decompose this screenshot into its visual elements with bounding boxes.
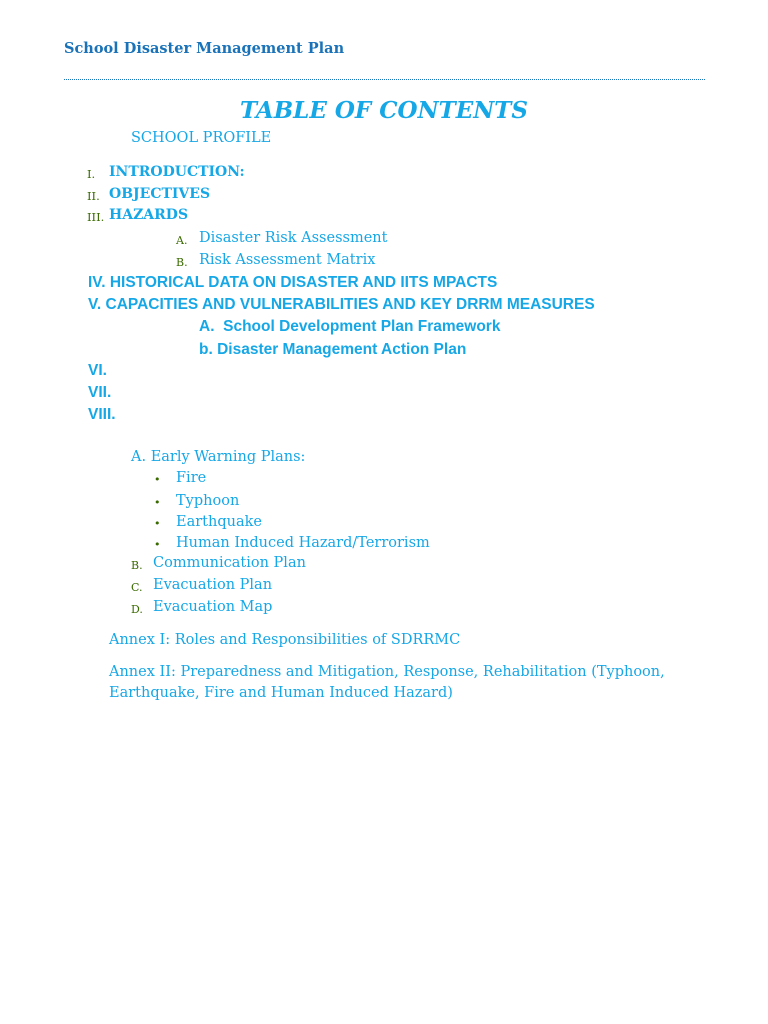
toc-num-i: I. [87, 167, 96, 181]
toc-item-evacuation-plan: Evacuation Plan [153, 577, 273, 593]
toc-num-vi: VI. [88, 362, 107, 379]
bullet-icon: • [154, 538, 161, 551]
toc-item-disaster-management-action-plan: b. Disaster Management Action Plan [199, 341, 467, 358]
document-header-title: School Disaster Management Plan [64, 40, 345, 57]
toc-letter-d: D. [131, 603, 143, 616]
toc-item-objectives: OBJECTIVES [109, 186, 211, 202]
toc-item-evacuation-map: Evacuation Map [153, 599, 273, 615]
toc-item-human-induced-hazard: Human Induced Hazard/Terrorism [176, 535, 430, 551]
toc-item-typhoon: Typhoon [176, 493, 240, 509]
header-divider [64, 79, 705, 80]
toc-item-disaster-risk-assessment: Disaster Risk Assessment [199, 230, 388, 246]
toc-annex-2-line-2: Earthquake, Fire and Human Induced Hazard) [109, 685, 453, 701]
toc-num-viii: VIII. [88, 406, 116, 423]
toc-item-capacities: V. CAPACITIES AND VULNERABILITIES AND KEY DRRM MEASURES [88, 296, 595, 313]
toc-letter-c: C. [131, 581, 143, 594]
toc-letter-b: B. [131, 559, 143, 572]
toc-letter-a: A. [176, 234, 188, 247]
toc-item-communication-plan: Communication Plan [153, 555, 306, 571]
toc-item-hazards: HAZARDS [109, 207, 189, 223]
toc-letter-b: B. [176, 256, 188, 269]
toc-item-school-development-plan: A. School Development Plan Framework [199, 318, 501, 335]
toc-annex-2-line-1: Annex II: Preparedness and Mitigation, Response, Rehabilitation (Typhoon, [109, 664, 665, 680]
bullet-icon: • [154, 496, 161, 509]
bullet-icon: • [154, 517, 161, 530]
toc-num-vii: VII. [88, 384, 112, 401]
toc-item-introduction: INTRODUCTION: [109, 164, 245, 180]
toc-item-early-warning-plans: A. Early Warning Plans: [131, 449, 306, 465]
toc-annex-1: Annex I: Roles and Responsibilities of SDRRMC [109, 632, 461, 648]
toc-item-risk-assessment-matrix: Risk Assessment Matrix [199, 252, 376, 268]
toc-title: TABLE OF CONTENTS [240, 97, 528, 124]
toc-school-profile: SCHOOL PROFILE [131, 130, 272, 146]
bullet-icon: • [154, 473, 161, 486]
toc-num-iii: III. [87, 210, 105, 224]
toc-num-ii: II. [87, 189, 100, 203]
toc-item-historical-data: IV. HISTORICAL DATA ON DISASTER AND IITS MPACTS [88, 274, 498, 291]
toc-item-earthquake: Earthquake [176, 514, 262, 530]
toc-item-fire: Fire [176, 470, 207, 486]
